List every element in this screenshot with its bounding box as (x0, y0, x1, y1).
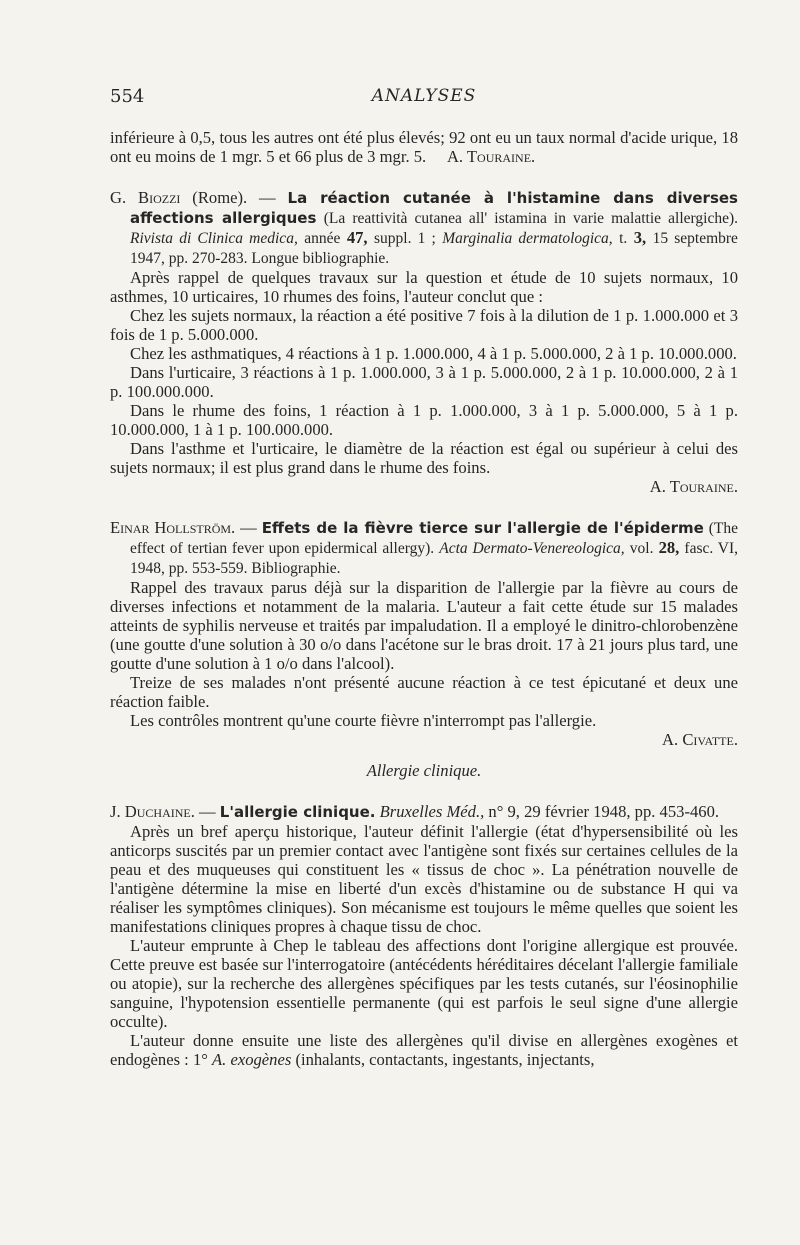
review-author: Einar Hollström. (110, 518, 236, 537)
signature: A. Civatte. (662, 730, 738, 749)
review-paragraph: Les contrôles montrent qu'une courte fièvre n'interrompt pas l'allergie. (130, 711, 597, 730)
review-paragraph: Dans le rhume des foins, 1 réaction à 1 p. 1.000.000, 3 à 1 p. 5.000.000, 5 à 1 p. 10.000.000, 1 à 1 p. 100.000.000. (110, 401, 738, 439)
review-citation: G. Biozzi (Rome). — La réaction cutanée à l'histamine dans diverses affections allergiques (La reattività cutanea all' istamina in varie malattie allergiche). Rivista di Clinica medica, année 47, suppl. 1 ; Marginalia dermatologica, t. 3, 15 septembre 1947, pp. 270-283. Longue bibliographie. (110, 188, 738, 267)
running-title: ANALYSES (371, 86, 477, 106)
journal-name: Acta Dermato-Venereologica, (439, 540, 625, 557)
review-citation: Einar Hollström. — Effets de la fièvre tierce sur l'allergie de l'épiderme (The effect of tertian fever upon epidermical allergy). Acta Dermato-Venereologica, vol. 28, fasc. VI, 1948, pp. 553-559. Bibliographie. (110, 518, 738, 577)
review-title: Effets de la fièvre tierce sur l'allergie de l'épiderme (261, 519, 704, 537)
page-body (110, 128, 738, 1069)
review-paragraph: Dans l'urticaire, 3 réactions à 1 p. 1.000.000, 3 à 1 p. 5.000.000, 2 à 1 p. 10.000.000, 2 à 1 p. 100.000.000. (110, 363, 738, 401)
review-paragraph: Rappel des travaux parus déjà sur la disparition de l'allergie par la fièvre au cours de diverses infections et notamment de la malaria. L'auteur a fait cette étude sur 15 malades atteints de syphilis nerveuse et traités par impaludation. Il a employé le dinitro-chlorobenzène (une goutte d'une solution à 30 o/o dans l'acétone sur le bras droit. 17 à 21 jours plus tard, une goutte d'une solution à 1 o/o dans l'alcool). (110, 578, 738, 673)
review-paragraph: Treize de ses malades n'ont présenté aucune réaction à ce test épicutané et deux une réaction faible. (110, 673, 738, 711)
review-title: L'allergie clinique. (219, 803, 376, 821)
section-heading: Allergie clinique. (366, 761, 482, 780)
review-paragraph: Dans l'asthme et l'urticaire, le diamètre de la réaction est égal ou supérieur à celui des sujets normaux; il est plus grand dans le rhume des foins. (110, 439, 738, 477)
page-header (110, 86, 738, 114)
journal-name: Rivista di Clinica medica, (130, 230, 298, 247)
page-number: 554 (110, 86, 145, 107)
journal-name: Marginalia dermatologica, (442, 230, 613, 247)
review-paragraph: Chez les sujets normaux, la réaction a été positive 7 fois à la dilution de 1 p. 1.000.000 et 3 fois de 1 p. 5.000.000. (110, 306, 738, 344)
review-paragraph: Après rappel de quelques travaux sur la question et étude de 10 sujets normaux, 10 asthmes, 10 urticaires, 10 rhumes des foins, l'auteur conclut que : (110, 268, 738, 306)
journal-name: Bruxelles Méd., (379, 802, 485, 821)
review-paragraph: L'auteur donne ensuite une liste des allergènes qu'il divise en allergènes exogènes et endogènes : 1° A. exogènes (inhalants, contactants, ingestants, injectants, (110, 1031, 738, 1069)
review-paragraph: L'auteur emprunte à Chep le tableau des affections dont l'origine allergique est prouvée. Cette preuve est basée sur l'interrogatoire (antécédents héréditaires décelant l'allergie familiale ou atopie), sur la recherche des allergènes spécifiques par les tests cutanés, sur l'éosinophilie sanguine, l'hypotension essentielle permanente (qui est parfois le seul signe d'une allergie occulte). (110, 936, 738, 1031)
review-paragraph: Chez les asthmatiques, 4 réactions à 1 p. 1.000.000, 4 à 1 p. 5.000.000, 2 à 1 p. 10.000.000. (130, 344, 737, 363)
review-paragraph: Après un bref aperçu historique, l'auteur définit l'allergie (état d'hypersensibilité où les anticorps suscités par un premier contact avec l'antigène sont fixés sur certaines cellules de la peau et des muqueuses qui constituent les « tissus de choc ». La pénétration nouvelle de l'antigène détermine la mise en liberté d'un excès d'histamine ou de substance H qui va réaliser les symptômes cliniques). Son mécanisme est toujours le même quelles que soient les manifestations cliniques propres à chaque tissu de choc. (110, 822, 738, 936)
continuation-paragraph: inférieure à 0,5, tous les autres ont été plus élevés; 92 ont eu un taux normal d'acide urique, 18 ont eu moins de 1 mgr. 5 et 66 plus de 3 mgr. 5. A. Touraine. (110, 128, 738, 166)
signature: A. Touraine. (446, 147, 536, 166)
review-citation: J. Duchaine. — L'allergie clinique. Bruxelles Méd., n° 9, 29 février 1948, pp. 453-460. (110, 802, 720, 821)
signature: A. Touraine. (649, 477, 738, 496)
review-title: La réaction cutanée à l'histamine dans diverses affections allergiques (130, 189, 738, 227)
review-author: J. Duchaine. (110, 802, 195, 821)
review-author: G. Biozzi (110, 188, 181, 207)
